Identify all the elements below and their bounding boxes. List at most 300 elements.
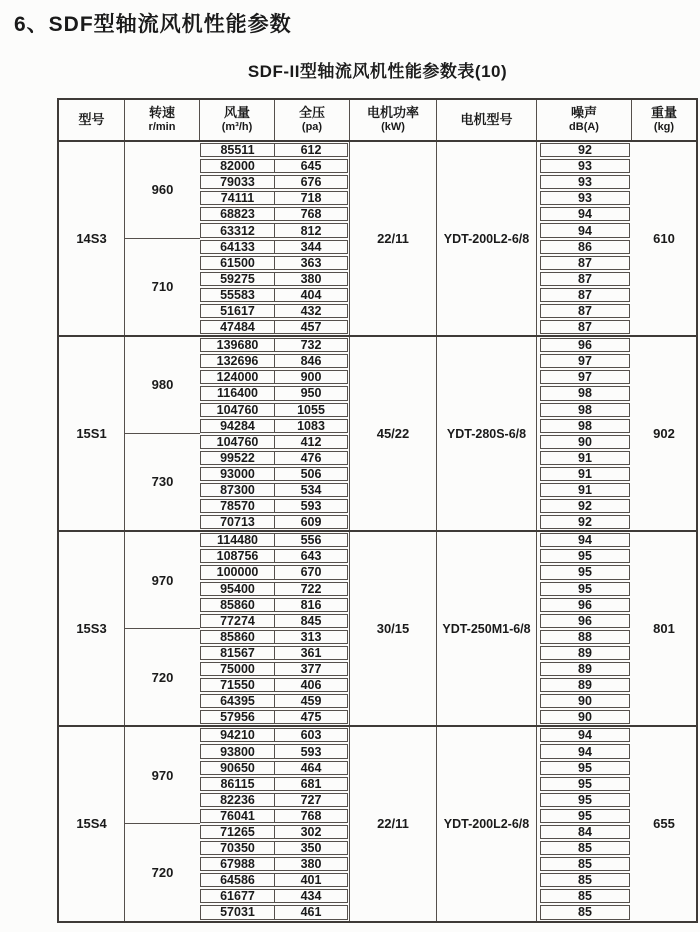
header-airflow [200, 100, 275, 140]
data-row [200, 402, 349, 418]
airflow-value: 85511 [201, 144, 275, 156]
pressure-value: 900 [300, 370, 322, 385]
motor-cell: YDT-200L2-6/8 [437, 142, 537, 335]
header-speed-label: 转速 [148, 105, 175, 120]
header-model [59, 100, 125, 140]
data-row [200, 727, 349, 743]
pressure-value: 645 [300, 159, 322, 174]
airflow-value: 74111 [201, 192, 275, 204]
pressure-value: 404 [300, 287, 322, 302]
data-row [200, 303, 349, 319]
noise-value: 98 [540, 386, 630, 400]
pressure-value: 1055 [297, 402, 325, 417]
header-pressure-label: 全压 [298, 105, 325, 120]
pressure-value: 432 [300, 303, 322, 318]
pressure-value: 344 [300, 239, 322, 254]
noise-value: 94 [540, 533, 630, 547]
noise-value: 87 [540, 256, 630, 270]
noise-value: 95 [540, 793, 630, 807]
pressure-value: 676 [300, 175, 322, 190]
speed-cell: 730 [151, 474, 174, 490]
header-weight [632, 100, 696, 140]
header-power [350, 100, 437, 140]
data-row [200, 743, 349, 759]
airflow-pressure-box [200, 175, 348, 189]
pressure-value: 380 [300, 857, 322, 872]
airflow-value: 64586 [201, 874, 275, 886]
noise-value: 84 [540, 825, 630, 839]
airflow-pressure-box [200, 841, 348, 855]
data-row [200, 271, 349, 287]
pressure-value: 361 [300, 645, 322, 660]
noise-value: 94 [540, 744, 630, 758]
model-cell: 15S4 [59, 727, 125, 920]
data-row [200, 824, 349, 840]
header-weight-label: 重量 [650, 105, 677, 120]
pressure-value: 457 [300, 320, 322, 335]
data-row [200, 532, 349, 548]
airflow-value: 95400 [201, 583, 275, 595]
power-cell: 45/22 [350, 337, 437, 530]
model-cell: 15S3 [59, 532, 125, 725]
data-rows [200, 727, 349, 824]
data-row [200, 661, 349, 677]
speed-group [125, 629, 349, 726]
noise-value: 92 [540, 515, 630, 529]
pressure-value: 556 [300, 533, 322, 548]
noise-value: 94 [540, 728, 630, 742]
data-row [200, 255, 349, 271]
table-block [59, 725, 696, 920]
pressure-value: 732 [300, 338, 322, 353]
performance-table [57, 98, 698, 923]
data-row [200, 808, 349, 824]
noise-value: 88 [540, 630, 630, 644]
noise-value: 96 [540, 614, 630, 628]
data-row [200, 498, 349, 514]
airflow-value: 67988 [201, 858, 275, 870]
noise-value: 94 [540, 223, 630, 237]
page-heading: 6、SDF型轴流风机性能参数 [14, 13, 292, 36]
noise-value: 95 [540, 809, 630, 823]
data-row [200, 629, 349, 645]
data-row [200, 369, 349, 385]
airflow-pressure-box [200, 889, 348, 903]
noise-value: 90 [540, 435, 630, 449]
noise-value: 97 [540, 370, 630, 384]
pressure-value: 845 [300, 613, 322, 628]
airflow-pressure-box [200, 272, 348, 286]
airflow-pressure-box [200, 435, 348, 449]
airflow-value: 104760 [201, 436, 275, 448]
motor-cell: YDT-200L2-6/8 [437, 727, 537, 920]
speed-and-data-column [125, 142, 350, 335]
noise-value: 94 [540, 207, 630, 221]
model-cell: 15S1 [59, 337, 125, 530]
pressure-value: 412 [300, 434, 322, 449]
airflow-pressure-box [200, 223, 348, 237]
pressure-value: 476 [300, 450, 322, 465]
airflow-value: 99522 [201, 452, 275, 464]
noise-value: 95 [540, 549, 630, 563]
airflow-pressure-box [200, 825, 348, 839]
speed-cell: 710 [151, 279, 174, 295]
noise-value: 93 [540, 159, 630, 173]
airflow-value: 93800 [201, 745, 275, 757]
airflow-pressure-box [200, 549, 348, 563]
airflow-value: 71550 [201, 679, 275, 691]
data-row [200, 450, 349, 466]
data-row [200, 709, 349, 725]
data-row [200, 693, 349, 709]
data-row [200, 434, 349, 450]
pressure-value: 670 [300, 565, 322, 580]
noise-value: 90 [540, 694, 630, 708]
weight-cell: 801 [653, 621, 675, 637]
speed-group [125, 434, 349, 531]
pressure-value: 612 [300, 143, 322, 158]
speed-group [125, 824, 349, 921]
pressure-value: 377 [300, 662, 322, 677]
noise-value: 92 [540, 499, 630, 513]
pressure-value: 434 [300, 889, 322, 904]
noise-value: 91 [540, 483, 630, 497]
data-row [200, 872, 349, 888]
pressure-value: 313 [300, 629, 322, 644]
airflow-pressure-box [200, 533, 348, 547]
airflow-value: 100000 [201, 566, 275, 578]
airflow-value: 77274 [201, 615, 275, 627]
model-cell: 14S3 [59, 142, 125, 335]
airflow-value: 116400 [201, 387, 275, 399]
data-rows [200, 824, 349, 921]
airflow-pressure-box [200, 857, 348, 871]
airflow-pressure-box [200, 304, 348, 318]
airflow-pressure-box [200, 582, 348, 596]
header-pressure-unit: (pa) [301, 121, 323, 134]
header-speed [125, 100, 200, 140]
data-rows [200, 532, 349, 629]
airflow-value: 70350 [201, 842, 275, 854]
data-row [200, 319, 349, 335]
airflow-pressure-box [200, 338, 348, 352]
pressure-value: 846 [300, 354, 322, 369]
noise-value: 95 [540, 565, 630, 579]
data-row [200, 287, 349, 303]
noise-value: 87 [540, 288, 630, 302]
data-row [200, 645, 349, 661]
weight-cell: 655 [653, 816, 675, 832]
header-motor-model-label: 电机型号 [460, 111, 513, 127]
speed-group [125, 337, 349, 434]
pressure-value: 464 [300, 760, 322, 775]
data-row [200, 548, 349, 564]
pressure-value: 727 [300, 792, 322, 807]
speed-group [125, 142, 349, 239]
airflow-pressure-box [200, 483, 348, 497]
airflow-pressure-box [200, 598, 348, 612]
airflow-pressure-box [200, 467, 348, 481]
airflow-value: 75000 [201, 663, 275, 675]
noise-value: 86 [540, 240, 630, 254]
table-block [59, 335, 696, 530]
pressure-value: 406 [300, 678, 322, 693]
airflow-pressure-box [200, 809, 348, 823]
noise-value: 96 [540, 338, 630, 352]
noise-value: 91 [540, 451, 630, 465]
airflow-value: 85860 [201, 599, 275, 611]
airflow-pressure-box [200, 370, 348, 384]
data-row [200, 581, 349, 597]
noise-value: 89 [540, 646, 630, 660]
airflow-pressure-box [200, 451, 348, 465]
speed-cell: 720 [151, 864, 174, 880]
airflow-pressure-box [200, 662, 348, 676]
noise-value: 93 [540, 191, 630, 205]
airflow-pressure-box [200, 761, 348, 775]
noise-column [537, 337, 632, 530]
speed-cell: 970 [125, 532, 200, 629]
airflow-value: 94284 [201, 420, 275, 432]
noise-value: 85 [540, 857, 630, 871]
airflow-value: 70713 [201, 516, 275, 528]
airflow-value: 132696 [201, 355, 275, 367]
pressure-value: 461 [300, 905, 322, 920]
airflow-value: 51617 [201, 305, 275, 317]
speed-and-data-column [125, 337, 350, 530]
speed-group [125, 532, 349, 629]
noise-column [537, 532, 632, 725]
weight-cell: 610 [653, 231, 675, 247]
airflow-value: 108756 [201, 550, 275, 562]
airflow-value: 71265 [201, 826, 275, 838]
table-block [59, 142, 696, 335]
airflow-value: 94210 [201, 729, 275, 741]
pressure-value: 593 [300, 499, 322, 514]
noise-column [537, 727, 632, 920]
pressure-value: 768 [300, 207, 322, 222]
airflow-value: 64133 [201, 241, 275, 253]
pressure-value: 401 [300, 873, 322, 888]
speed-cell: 960 [125, 142, 200, 239]
airflow-value: 78570 [201, 500, 275, 512]
header-power-unit: (kW) [381, 121, 405, 134]
table-title: SDF-II型轴流风机性能参数表(10) [247, 62, 508, 81]
pressure-value: 681 [300, 776, 322, 791]
speed-and-data-column [125, 727, 350, 920]
pressure-value: 816 [300, 597, 322, 612]
noise-value: 89 [540, 662, 630, 676]
data-row [200, 840, 349, 856]
data-row [200, 174, 349, 190]
airflow-pressure-box [200, 905, 348, 919]
noise-value: 90 [540, 710, 630, 724]
noise-value: 98 [540, 419, 630, 433]
header-airflow-unit: (m³/h) [221, 121, 253, 134]
airflow-pressure-box [200, 646, 348, 660]
header-weight-unit: (kg) [653, 121, 675, 134]
airflow-value: 55583 [201, 289, 275, 301]
noise-value: 87 [540, 304, 630, 318]
noise-value: 85 [540, 873, 630, 887]
airflow-value: 104760 [201, 404, 275, 416]
pressure-value: 812 [300, 223, 322, 238]
data-row [200, 514, 349, 530]
airflow-pressure-box [200, 515, 348, 529]
airflow-value: 57031 [201, 906, 275, 918]
airflow-pressure-box [200, 143, 348, 157]
noise-value: 89 [540, 678, 630, 692]
pressure-value: 363 [300, 255, 322, 270]
noise-value: 95 [540, 582, 630, 596]
airflow-pressure-box [200, 256, 348, 270]
noise-value: 85 [540, 889, 630, 903]
data-row [200, 142, 349, 158]
power-cell: 30/15 [350, 532, 437, 725]
pressure-value: 603 [300, 728, 322, 743]
airflow-pressure-box [200, 354, 348, 368]
airflow-value: 93000 [201, 468, 275, 480]
airflow-value: 124000 [201, 371, 275, 383]
pressure-value: 475 [300, 710, 322, 725]
pressure-value: 350 [300, 841, 322, 856]
speed-cell: 720 [151, 669, 174, 685]
airflow-pressure-box [200, 744, 348, 758]
airflow-value: 57956 [201, 711, 275, 723]
noise-value: 93 [540, 175, 630, 189]
data-row [200, 888, 349, 904]
data-rows [200, 239, 349, 336]
airflow-pressure-box [200, 159, 348, 173]
airflow-value: 79033 [201, 176, 275, 188]
airflow-pressure-box [200, 419, 348, 433]
data-row [200, 856, 349, 872]
airflow-value: 82236 [201, 794, 275, 806]
data-row [200, 904, 349, 920]
speed-cell: 970 [125, 727, 200, 824]
data-row [200, 564, 349, 580]
speed-group [125, 727, 349, 824]
airflow-pressure-box [200, 207, 348, 221]
speed-and-data-column [125, 532, 350, 725]
pressure-value: 1083 [297, 418, 325, 433]
airflow-pressure-box [200, 240, 348, 254]
data-row [200, 222, 349, 238]
data-row [200, 353, 349, 369]
airflow-pressure-box [200, 793, 348, 807]
noise-value: 85 [540, 905, 630, 919]
data-row [200, 482, 349, 498]
motor-cell: YDT-280S-6/8 [437, 337, 537, 530]
pressure-value: 593 [300, 744, 322, 759]
pressure-value: 380 [300, 271, 322, 286]
noise-value: 91 [540, 467, 630, 481]
airflow-value: 59275 [201, 273, 275, 285]
airflow-value: 81567 [201, 647, 275, 659]
data-row [200, 206, 349, 222]
airflow-value: 61677 [201, 890, 275, 902]
noise-value: 85 [540, 841, 630, 855]
data-row [200, 385, 349, 401]
airflow-pressure-box [200, 777, 348, 791]
airflow-value: 68823 [201, 208, 275, 220]
header-pressure [275, 100, 350, 140]
airflow-value: 64395 [201, 695, 275, 707]
data-row [200, 158, 349, 174]
noise-value: 87 [540, 272, 630, 286]
data-row [200, 466, 349, 482]
airflow-value: 114480 [201, 534, 275, 546]
airflow-value: 61500 [201, 257, 275, 269]
data-row [200, 677, 349, 693]
airflow-value: 85860 [201, 631, 275, 643]
header-noise [537, 100, 632, 140]
airflow-pressure-box [200, 694, 348, 708]
noise-value: 98 [540, 403, 630, 417]
pressure-value: 722 [300, 581, 322, 596]
airflow-pressure-box [200, 565, 348, 579]
header-airflow-label: 风量 [223, 105, 250, 120]
header-noise-label: 噪声 [570, 105, 597, 120]
airflow-value: 63312 [201, 224, 275, 236]
header-model-label: 型号 [78, 111, 105, 127]
pressure-value: 506 [300, 466, 322, 481]
pressure-value: 609 [300, 515, 322, 530]
power-cell: 22/11 [350, 727, 437, 920]
data-row [200, 190, 349, 206]
airflow-pressure-box [200, 728, 348, 742]
airflow-pressure-box [200, 614, 348, 628]
airflow-pressure-box [200, 386, 348, 400]
data-row [200, 597, 349, 613]
pressure-value: 718 [300, 191, 322, 206]
data-row [200, 792, 349, 808]
airflow-pressure-box [200, 499, 348, 513]
pressure-value: 643 [300, 549, 322, 564]
airflow-value: 139680 [201, 339, 275, 351]
table-header-row [59, 100, 696, 142]
weight-cell: 902 [653, 426, 675, 442]
pressure-value: 950 [300, 386, 322, 401]
noise-value: 95 [540, 777, 630, 791]
pressure-value: 459 [300, 694, 322, 709]
pressure-value: 768 [300, 808, 322, 823]
airflow-pressure-box [200, 710, 348, 724]
airflow-value: 47484 [201, 321, 275, 333]
speed-group [125, 239, 349, 336]
airflow-pressure-box [200, 320, 348, 334]
header-motor-model [437, 100, 537, 140]
airflow-pressure-box [200, 191, 348, 205]
data-row [200, 760, 349, 776]
airflow-value: 82000 [201, 160, 275, 172]
noise-value: 96 [540, 598, 630, 612]
airflow-pressure-box [200, 873, 348, 887]
speed-cell: 980 [125, 337, 200, 434]
airflow-pressure-box [200, 288, 348, 302]
header-power-label: 电机功率 [366, 105, 419, 120]
power-cell: 22/11 [350, 142, 437, 335]
data-rows [200, 629, 349, 726]
data-row [200, 418, 349, 434]
pressure-value: 302 [300, 824, 322, 839]
noise-value: 95 [540, 761, 630, 775]
table-block [59, 530, 696, 725]
data-rows [200, 434, 349, 531]
data-row [200, 337, 349, 353]
airflow-pressure-box [200, 403, 348, 417]
airflow-value: 90650 [201, 762, 275, 774]
